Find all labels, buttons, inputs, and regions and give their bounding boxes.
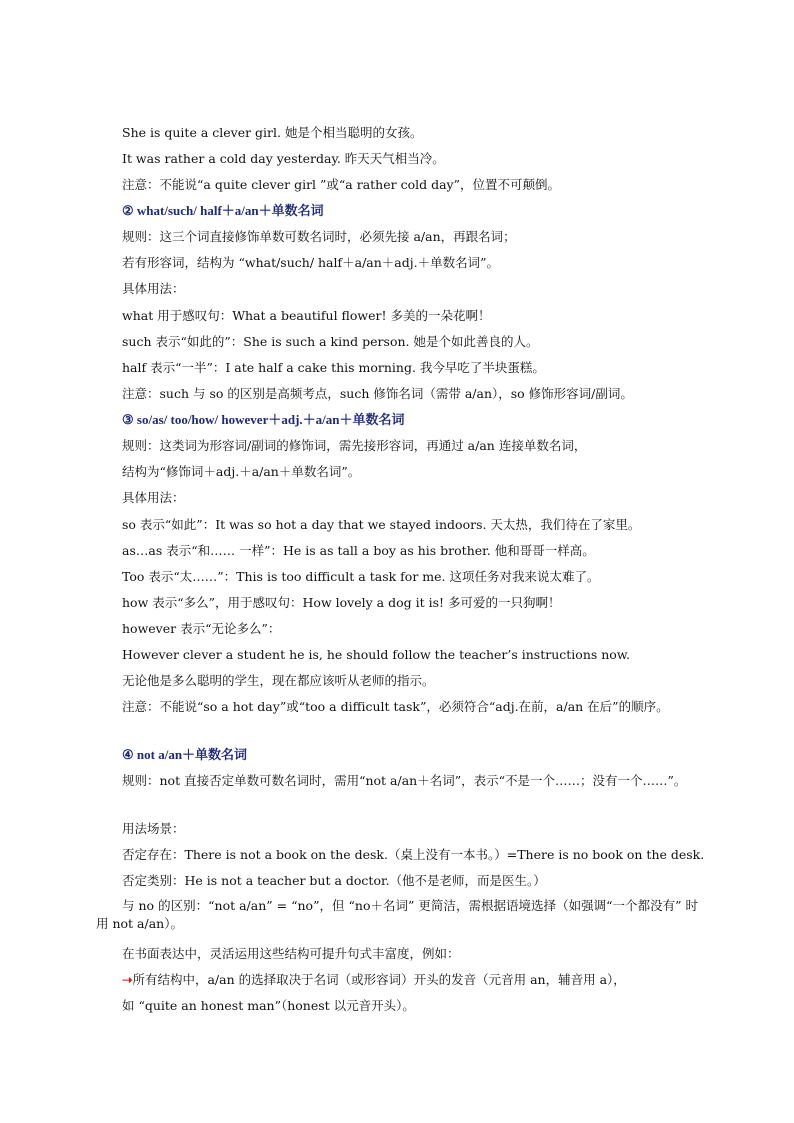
example-however: However clever a student he is, he should follow the teacher’s instructions now. [122,647,631,662]
usage-label: 具体用法： [122,490,185,505]
section-heading-3: ③ so/as/ too/how/ however＋adj.＋a/an＋单数名词 [122,412,405,427]
example-quite: She is quite a clever girl. 她是个相当聪明的女孩。 [122,125,423,140]
rule-structure: 若有形容词，结构为 “what/such/ half＋a/an＋adj.＋单数名词”。 [122,255,499,270]
writing-tip: 在书面表达中，灵活运用这些结构可提升句式丰富度，例如： [122,946,460,961]
note-such-so: 注意：such 与 so 的区别是高频考点，such 修饰名词（需带 a/an），so 修饰形容词/副词。 [122,386,633,401]
usage-as-as: as…as 表示“和…… 一样”：He is as tall a boy as his brother. 他和哥哥一样高。 [122,543,595,558]
example-however-translation: 无论他是多么聪明的学生，现在都应该听从老师的指示。 [122,673,435,688]
usage-label: 具体用法： [122,281,185,296]
section-heading-2: ② what/such/ half＋a/an＋单数名词 [122,203,324,218]
rule-not: 规则：not 直接否定单数可数名词时，需用“not a/an＋名词”，表示“不是一个……；没有一个……”。 [122,773,687,788]
section-heading-4: ④ not a/an＋单数名词 [122,747,248,762]
example-rather: It was rather a cold day yesterday. 昨天天气相当冷。 [122,151,445,166]
difference-with-no: 与 no 的区别：“not a/an” = “no”，但 “no＋名词” 更简洁，需根据语境选择（如强调“一个都没有” 时用 not a/an）。 [96,898,698,931]
usage-however: however 表示“无论多么”： [122,621,281,636]
final-note-text: 所有结构中，a/an 的选择取决于名词（或形容词）开头的发音（元音用 an，辅音用 a）， [132,972,626,987]
rule-structure: 结构为“修饰词＋adj.＋a/an＋单数名词”。 [122,464,361,479]
note-adj-order: 注意：不能说“so a hot day”或“too a difficult task”，必须符合“adj.在前，a/an 在后”的顺序。 [122,699,669,714]
usage-what: what 用于感叹句：What a beautiful flower! 多美的一朵花啊！ [122,308,491,323]
usage-too: Too 表示“太……”：This is too difficult a task for me. 这项任务对我来说太难了。 [122,569,600,584]
usage-such: such 表示“如此的”：She is such a kind person. 她是个如此善良的人。 [122,334,539,349]
usage-negate-category: 否定类别：He is not a teacher but a doctor.（他不是老师，而是医生。） [122,873,546,888]
note-order: 注意：不能说“a quite clever girl ”或“a rather cold day”，位置不可颠倒。 [122,177,560,192]
red-arrow-icon: ➝ [122,972,133,987]
rule-text: 规则：这类词为形容词/副词的修饰词，需先接形容词，再通过 a/an 连接单数名词， [122,438,587,453]
usage-scenario-label: 用法场景： [122,821,185,836]
usage-so: so 表示“如此”：It was so hot a day that we stayed indoors. 天太热，我们待在了家里。 [122,517,641,532]
usage-how: how 表示“多么”，用于感叹句：How lovely a dog it is! 多可爱的一只狗啊！ [122,595,561,610]
rule-text: 规则：这三个词直接修饰单数可数名词时，必须先接 a/an，再跟名词； [122,229,516,244]
usage-half: half 表示“一半”：I ate half a cake this morning. 我今早吃了半块蛋糕。 [122,360,545,375]
usage-negate-existence: 否定存在：There is not a book on the desk.（桌上没有一本书。）=There is no book on the desk. [122,847,705,862]
final-example: 如 “quite an honest man”（honest 以元音开头）。 [122,998,415,1013]
final-note [122,971,698,989]
